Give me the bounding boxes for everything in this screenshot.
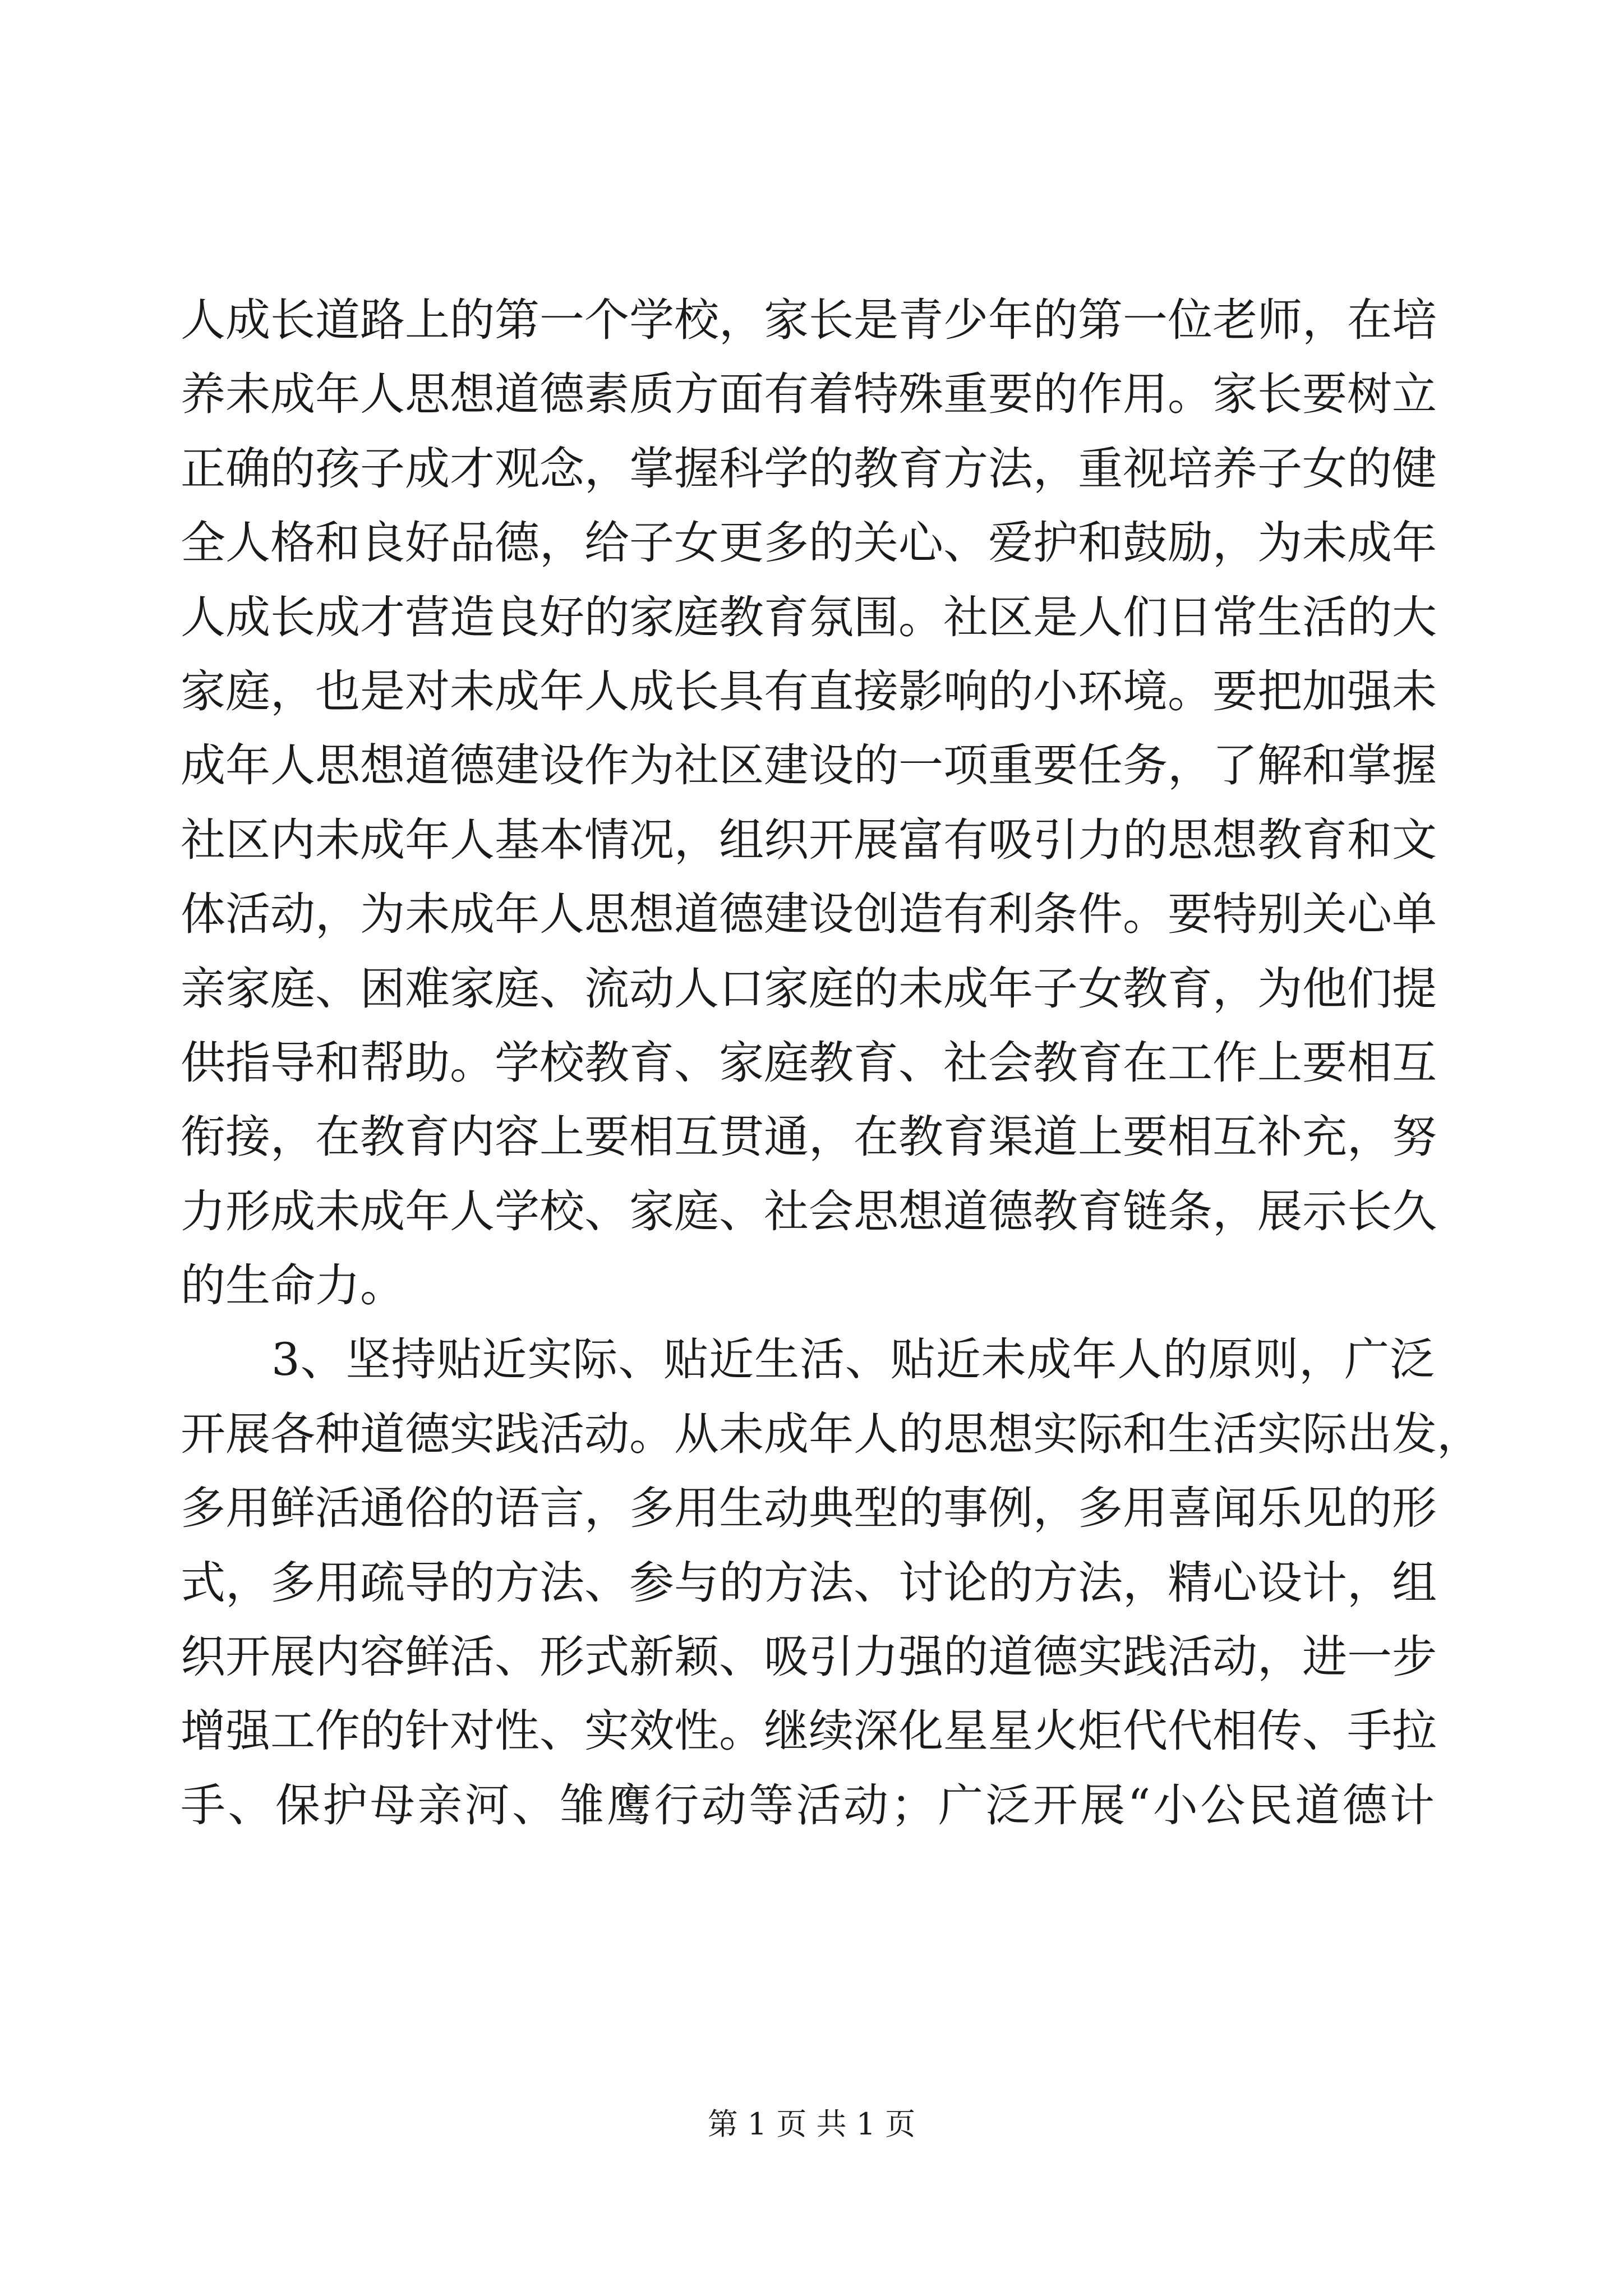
text-line: 成年人思想道德建设作为社区建设的一项重要任务，了解和掌握 bbox=[181, 739, 1437, 792]
text-line: 养未成年人思想道德素质方面有着特殊重要的作用。家长要树立 bbox=[181, 368, 1437, 421]
text-line: 手、保护母亲河、雏鹰行动等活动；广泛开展“小公民道德计 bbox=[181, 1779, 1435, 1832]
text-line: 全人格和良好品德，给子女更多的关心、爱护和鼓励，为未成年 bbox=[181, 517, 1437, 569]
text-line: 式，多用疏导的方法、参与的方法、讨论的方法，精心设计，组 bbox=[181, 1556, 1437, 1609]
text-line: 人成长成才营造良好的家庭教育氛围。社区是人们日常生活的大 bbox=[181, 591, 1437, 643]
text-line: 的生命力。 bbox=[181, 1259, 405, 1312]
text-line: 社区内未成年人基本情况，组织开展富有吸引力的思想教育和文 bbox=[181, 813, 1437, 866]
text-line: 力形成未成年人学校、家庭、社会思想道德教育链条，展示长久 bbox=[181, 1185, 1437, 1237]
text-line: 亲家庭、困难家庭、流动人口家庭的未成年子女教育，为他们提 bbox=[181, 962, 1437, 1015]
text-line: 增强工作的针对性、实效性。继续深化星星火炬代代相传、手拉 bbox=[181, 1705, 1437, 1757]
text-line: 织开展内容鲜活、形式新颖、吸引力强的道德实践活动，进一步 bbox=[181, 1631, 1437, 1683]
text-line: 人成长道路上的第一个学校，家长是青少年的第一位老师，在培 bbox=[181, 294, 1437, 346]
text-line: 供指导和帮助。学校教育、家庭教育、社会教育在工作上要相互 bbox=[181, 1036, 1437, 1089]
text-line: 多用鲜活通俗的语言，多用生动典型的事例，多用喜闻乐见的形 bbox=[181, 1482, 1437, 1535]
text-line: 3、坚持贴近实际、贴近生活、贴近未成年人的原则，广泛 bbox=[181, 1333, 1435, 1386]
page-number-label: 第 1 页 共 1 页 bbox=[707, 2106, 916, 2142]
text-line: 正确的孩子成才观念，掌握科学的教育方法，重视培养子女的健 bbox=[181, 442, 1437, 495]
text-line: 家庭，也是对未成年人成长具有直接影响的小环境。要把加强未 bbox=[181, 665, 1437, 717]
text-line: 衔接，在教育内容上要相互贯通，在教育渠道上要相互补充，努 bbox=[181, 1111, 1437, 1163]
page-footer bbox=[0, 2105, 1623, 2144]
text-line: 体活动，为未成年人思想道德建设创造有利条件。要特别关心单 bbox=[181, 888, 1437, 941]
document-body bbox=[181, 283, 1482, 1843]
text-line: 开展各种道德实践活动。从未成年人的思想实际和生活实际出发， bbox=[181, 1407, 1482, 1460]
